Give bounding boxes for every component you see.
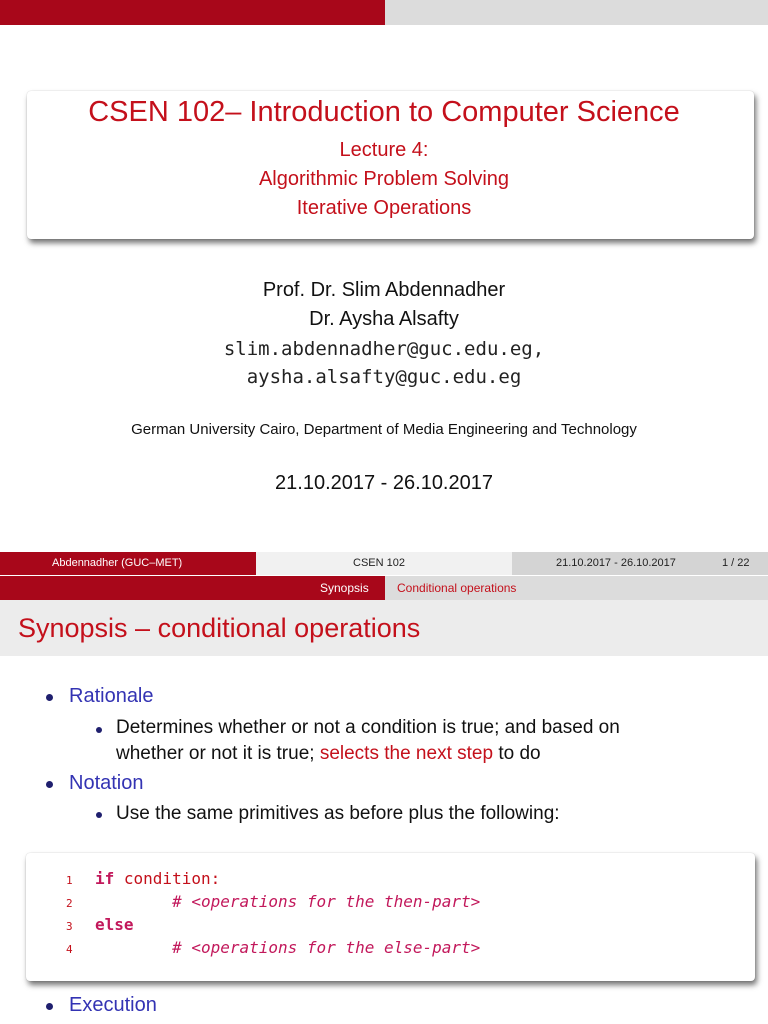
code-line-number: 4 [66, 943, 73, 956]
footer-date: 21.10.2017 - 26.10.2017 [556, 557, 676, 569]
notation-heading: Notation [69, 772, 144, 794]
rationale-text-line-1: Determines whether or not a condition is true; and based on [116, 717, 620, 738]
title-date: 21.10.2017 - 26.10.2017 [275, 472, 493, 494]
code-condition: condition: [114, 869, 221, 888]
institute: German University Cairo, Department of Media Engineering and Technology [131, 421, 637, 438]
code-line-1 [95, 869, 220, 888]
frame-title: Synopsis – conditional operations [18, 613, 421, 643]
code-line-number: 2 [66, 897, 73, 910]
notation-text: Use the same primitives as before plus the following: [116, 803, 560, 824]
rationale-text-part: whether or not it is true; [116, 743, 320, 764]
code-line-number: 3 [66, 920, 73, 933]
subtitle-line-1: Lecture 4: [339, 139, 429, 161]
code-comment: # <operations for the else-part> [172, 938, 481, 957]
code-line-3 [95, 915, 134, 934]
rationale-highlight: selects the next step [319, 743, 494, 764]
footer-author: Abdennadher (GUC–MET) [52, 557, 183, 569]
footer-page-number: 1 / 22 [722, 557, 750, 569]
rationale-text-line-2 [116, 743, 541, 765]
slide-title: CSEN 102– Introduction to Computer Science [88, 96, 680, 128]
email-2: aysha.alsafty@guc.edu.eg [246, 366, 522, 388]
author-1: Prof. Dr. Slim Abdennadher [262, 279, 506, 301]
email-1: slim.abdennadher@guc.edu.eg, [223, 338, 545, 360]
top-bar-gray [385, 0, 768, 25]
code-comment: # <operations for the then-part> [172, 892, 481, 911]
rationale-heading: Rationale [69, 685, 154, 707]
bullet-icon [46, 781, 53, 788]
code-line-4 [95, 938, 480, 957]
author-2: Dr. Aysha Alsafty [309, 308, 459, 330]
execution-heading: Execution [69, 994, 157, 1016]
subtitle-line-3: Iterative Operations [296, 197, 472, 219]
sub-bullet-icon [96, 727, 102, 733]
top-bar-red [0, 0, 385, 25]
footer-course: CSEN 102 [353, 557, 405, 569]
bullet-icon [46, 694, 53, 701]
code-line-number: 1 [66, 874, 73, 887]
bullet-icon [46, 1003, 53, 1010]
subtitle-line-2: Algorithmic Problem Solving [258, 168, 510, 190]
sub-bullet-icon [96, 812, 102, 818]
nav-subsection-conditional[interactable]: Conditional operations [397, 581, 517, 595]
code-indent [95, 938, 172, 957]
code-indent [95, 892, 172, 911]
rationale-text-end: to do [493, 743, 541, 764]
nav-section-synopsis[interactable]: Synopsis [320, 581, 369, 595]
code-line-2 [95, 892, 480, 911]
code-keyword-else: else [95, 915, 134, 934]
code-keyword-if: if [95, 869, 115, 888]
